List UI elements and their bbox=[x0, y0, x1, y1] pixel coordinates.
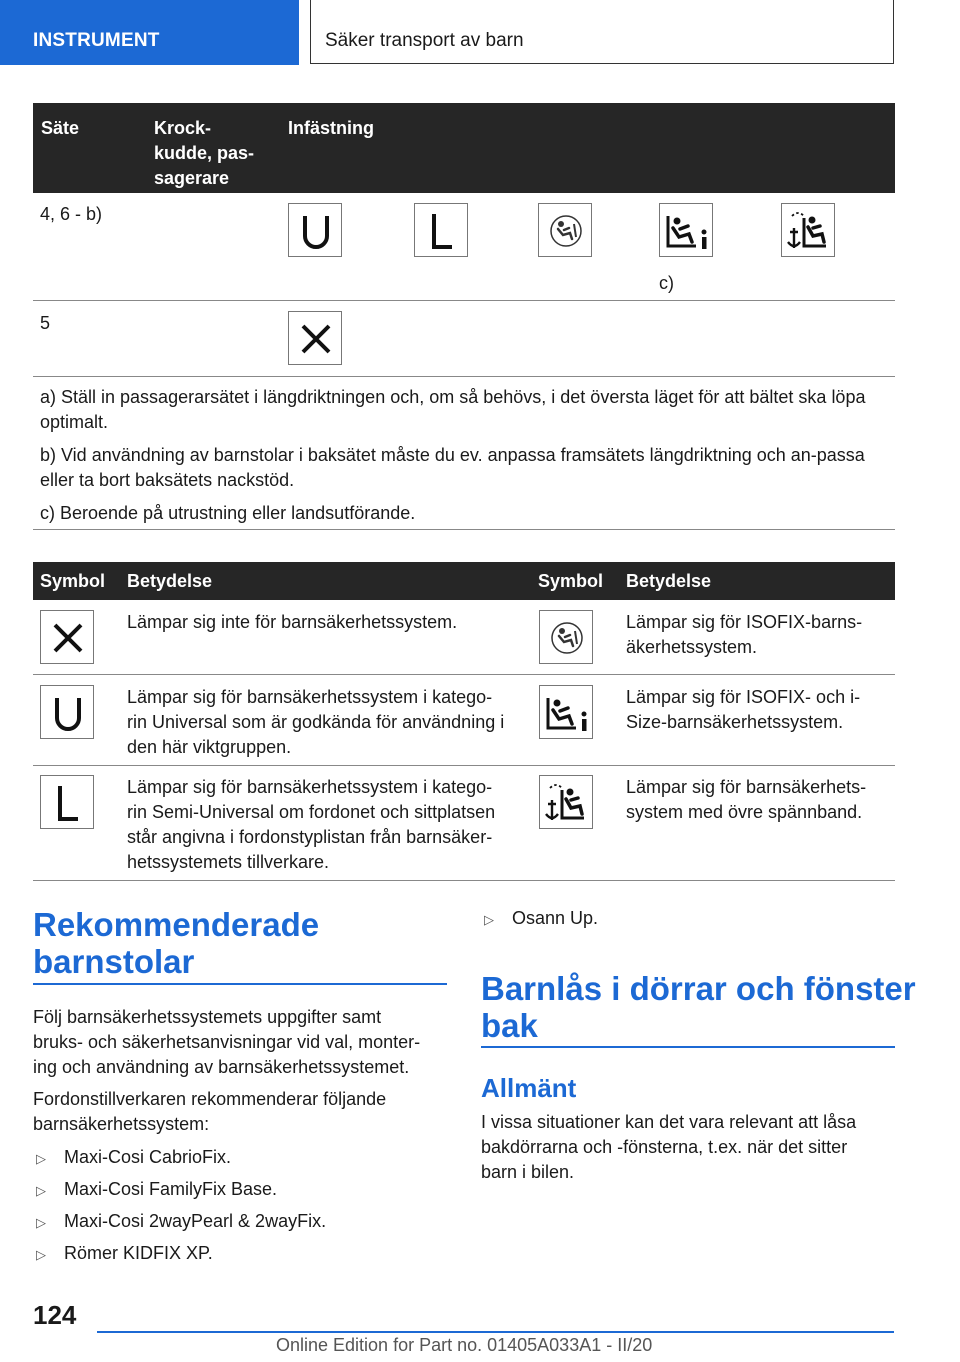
chapter-title: Säker transport av barn bbox=[325, 30, 524, 51]
recommended-heading: Rekommenderade barnstolar bbox=[33, 906, 320, 980]
col-symbol-left: Symbol bbox=[40, 571, 106, 591]
child-lock-heading: Barnlås i dörrar och fönster bak bbox=[481, 970, 916, 1044]
row-divider bbox=[33, 376, 895, 377]
col-airbag: Krock- kudde, pas- sagerare bbox=[154, 118, 255, 188]
footnote-c: c) Beroende på utrustning eller landsutförande. bbox=[40, 503, 416, 523]
semi-universal-icon bbox=[414, 203, 468, 257]
symbol-meaning: Lämpar sig för ISOFIX-barns- äkerhetssystem. bbox=[626, 612, 863, 657]
footer-edition: Online Edition for Part no. 01405A033A1 - II/20 bbox=[276, 1335, 653, 1355]
table-end-rule bbox=[33, 529, 895, 530]
universal-icon bbox=[288, 203, 342, 257]
seat-row-2-label: 5 bbox=[40, 313, 51, 333]
symbol-meaning: Lämpar sig för barnsäkerhetssystem i katego- rin Semi-Universal om fordonet och sittplatsen står angivna i fordonstyplistan från barnsäker- hetssystemets tillverkare. bbox=[127, 777, 496, 872]
seat-row-1-label: 4, 6 - b) bbox=[40, 204, 103, 224]
symbol-meaning: Lämpar sig för barnsäkerhetssystem i katego- rin Universal som är godkända för användning i den här viktgruppen. bbox=[127, 687, 505, 757]
bullet-triangle-icon: ▷ bbox=[36, 1247, 46, 1262]
isofix-icon bbox=[538, 203, 592, 257]
chapter-header bbox=[310, 0, 894, 64]
recommended-para-1: Följ barnsäkerhetssystemets uppgifter samt bruks- och säkerhetsanvisningar vid val, monter- ing och användning av barnsäkerhetssystemet. bbox=[33, 1007, 421, 1077]
col-mounting: Infästning bbox=[288, 118, 374, 138]
bullet-triangle-icon: ▷ bbox=[484, 912, 494, 927]
section-tab-label: INSTRUMENT bbox=[33, 30, 160, 51]
child-lock-para: I vissa situationer kan det vara relevant att låsa bakdörrarna och -fönsterna, t.ex. när det sitter barn i bilen. bbox=[481, 1112, 857, 1182]
symbol-meaning: Lämpar sig för ISOFIX- och i- Size-barnsäkerhetssystem. bbox=[626, 687, 861, 732]
symbol-meaning: Lämpar sig inte för barnsäkerhetssystem. bbox=[127, 612, 458, 632]
bullet-triangle-icon: ▷ bbox=[36, 1151, 46, 1166]
row-divider bbox=[33, 300, 895, 301]
heading-rule bbox=[481, 1046, 895, 1048]
symbol-meaning: Lämpar sig för barnsäkerhets- system med övre spännband. bbox=[626, 777, 867, 822]
col-seat: Säte bbox=[41, 118, 80, 138]
symbol-table-header bbox=[33, 562, 895, 600]
top-tether-icon bbox=[539, 775, 593, 829]
bullet-triangle-icon: ▷ bbox=[36, 1215, 46, 1230]
icon-footnote-c: c) bbox=[659, 273, 674, 293]
footnote-a: a) Ställ in passagerarsätet i längdriktningen och, om så behövs, i det översta läget för att bältet ska löpa optimalt. bbox=[40, 387, 866, 432]
semi-universal-icon bbox=[40, 775, 94, 829]
not-suitable-icon bbox=[40, 610, 94, 664]
col-symbol-right: Symbol bbox=[538, 571, 604, 591]
top-tether-icon bbox=[781, 203, 835, 257]
seat-table-header bbox=[33, 103, 895, 193]
isofix-icon bbox=[539, 610, 593, 664]
recommended-para-2: Fordonstillverkaren rekommenderar följande barnsäkerhetssystem: bbox=[33, 1089, 387, 1134]
bullet-triangle-icon: ▷ bbox=[36, 1183, 46, 1198]
isofix-isize-icon bbox=[659, 203, 713, 257]
universal-icon bbox=[40, 685, 94, 739]
row-divider bbox=[33, 765, 895, 766]
isofix-isize-icon bbox=[539, 685, 593, 739]
section-tab bbox=[0, 0, 299, 65]
not-suitable-icon bbox=[288, 311, 342, 365]
footer-rule bbox=[97, 1331, 894, 1333]
col-meaning-left: Betydelse bbox=[127, 571, 213, 591]
row-divider bbox=[33, 674, 895, 675]
heading-rule bbox=[33, 983, 447, 985]
table-end-rule bbox=[33, 880, 895, 881]
page-number: 124 bbox=[33, 1300, 77, 1330]
col-meaning-right: Betydelse bbox=[626, 571, 712, 591]
footnote-b: b) Vid användning av barnstolar i baksätet måste du ev. anpassa framsätets längdriktning och an-passa eller ta bort baksätets nackstöd. bbox=[40, 445, 865, 490]
general-subheading: Allmänt bbox=[481, 1073, 577, 1103]
